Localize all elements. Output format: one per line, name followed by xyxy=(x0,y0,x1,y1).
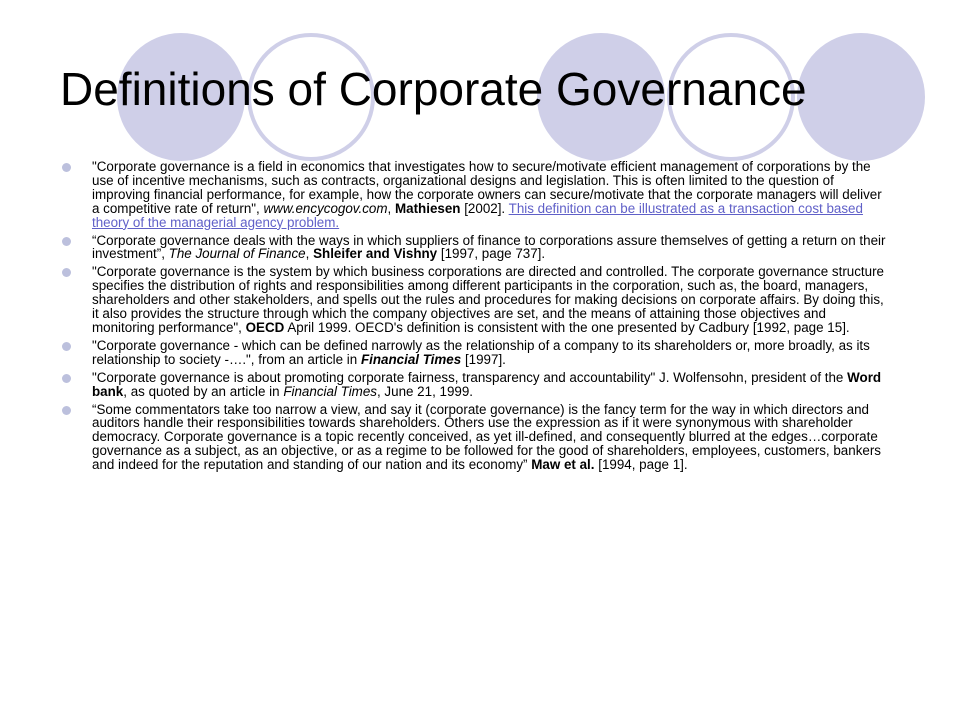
author-name: Mathiesen xyxy=(394,200,461,216)
quote-text: "Corporate governance is the system by which business corporations are directed and controlled. The corporate governance structure specifies the distribution of rights and responsibilities among different participants in the corporation, such as, the board, managers, shareholders and other stakeholders, and spells out the rules and procedures for making decisions on corporate affairs. By doing this, it also provides the structure through which the company objectives are set, and the means of attaining those objectives and monitoring performance", xyxy=(92,264,885,335)
bullet-icon xyxy=(62,374,71,383)
definition-item xyxy=(92,403,892,473)
bullet-icon xyxy=(62,237,71,246)
author-names: Maw et al. xyxy=(531,457,595,473)
citation-tail: April 1999. OECD's definition is consistent with the one presented by Cadbury [1992, page 15]. xyxy=(287,319,850,335)
definitions-list xyxy=(92,160,892,476)
bullet-icon xyxy=(62,163,71,172)
organization-name: Word bank xyxy=(92,369,882,399)
journal-name: The Journal of Finance xyxy=(168,246,306,262)
definition-item xyxy=(92,371,892,399)
definition-item: “Corporate governance deals with the ways in which suppliers of finance to corporations assure themselves of getting a return on their investment”, The Journal of Finance, Shleifer and Vishny [1997, page 737]. xyxy=(92,234,892,262)
quote-text: “Some commentators take too narrow a view, and say it (corporate governance) is the fancy term for the way in which directors and auditors handle their responsibilities towards shareholders. Others use the expression as if it were synonymous with shareholder democracy. Corporate governance is a topic recently conceived, as yet ill-defined, and consequently blurred at the edges…corporate governance as a subject, as an objective, or as a regime to be followed for the good of shareholders, employees, customers, bankers and indeed for the reputation and standing of our nation and its economy” xyxy=(92,401,882,473)
definition-link[interactable]: This definition can be illustrated as a transaction cost based theory of the managerial agency problem. xyxy=(92,200,863,230)
bullet-icon xyxy=(62,268,71,277)
quote-text: "Corporate governance - which can be defined narrowly as the relationship of a company to its shareholders or, more broadly, as its relationship to society -….", from an article in xyxy=(92,337,870,367)
definition-item xyxy=(92,339,892,367)
definition-item xyxy=(92,265,892,335)
source-site: www.encycogov.com xyxy=(263,200,388,216)
quote-text: “Corporate governance deals with the ways in which suppliers of finance to corporations assure themselves of getting a return on their investment”, xyxy=(92,232,886,262)
citation: [2002]. xyxy=(464,200,506,216)
citation: [1997]. xyxy=(464,351,506,367)
publication-date: , June 21, 1999. xyxy=(376,383,474,399)
citation: [1997, page 737]. xyxy=(440,246,546,262)
quote-text: "Corporate governance is a field in economics that investigates how to secure/motivate efficient management of corporations by the use of incentive mechanisms, such as contracts, organizational designs and legislation. This is often limited to the question of improving financial performance, for example, how the corporate owners can secure/motivate that the corporate managers will deliver a competitive rate of return", xyxy=(92,159,882,216)
definition-item: "Corporate governance is a field in economics that investigates how to secure/motivate efficient management of corporations by the use of incentive mechanisms, such as contracts, organizational designs and legislation. This is often limited to the question of improving financial performance, for example, how the corporate owners can secure/motivate that the corporate managers will deliver a competitive rate of return", www.encycogov.com, Mathiesen [2002]. This definition can be illustrated as a transaction cost based theory of the managerial agency problem. xyxy=(92,160,892,230)
decorative-circle xyxy=(797,33,925,161)
quote-text: "Corporate governance is about promoting corporate fairness, transparency and accountability" J. Wolfensohn, president of the xyxy=(92,369,844,385)
publication-name: Financial Times xyxy=(360,351,462,367)
citation: [1994, page 1]. xyxy=(598,457,688,473)
slide-title: Definitions of Corporate Governance xyxy=(60,63,807,115)
publication-name: Financial Times xyxy=(283,383,377,399)
bullet-icon xyxy=(62,406,71,415)
bullet-icon xyxy=(62,342,71,351)
quote-middle: , as quoted by an article in xyxy=(123,383,280,399)
author-names: Shleifer and Vishny xyxy=(313,246,438,262)
organization-name: OECD xyxy=(245,319,285,335)
